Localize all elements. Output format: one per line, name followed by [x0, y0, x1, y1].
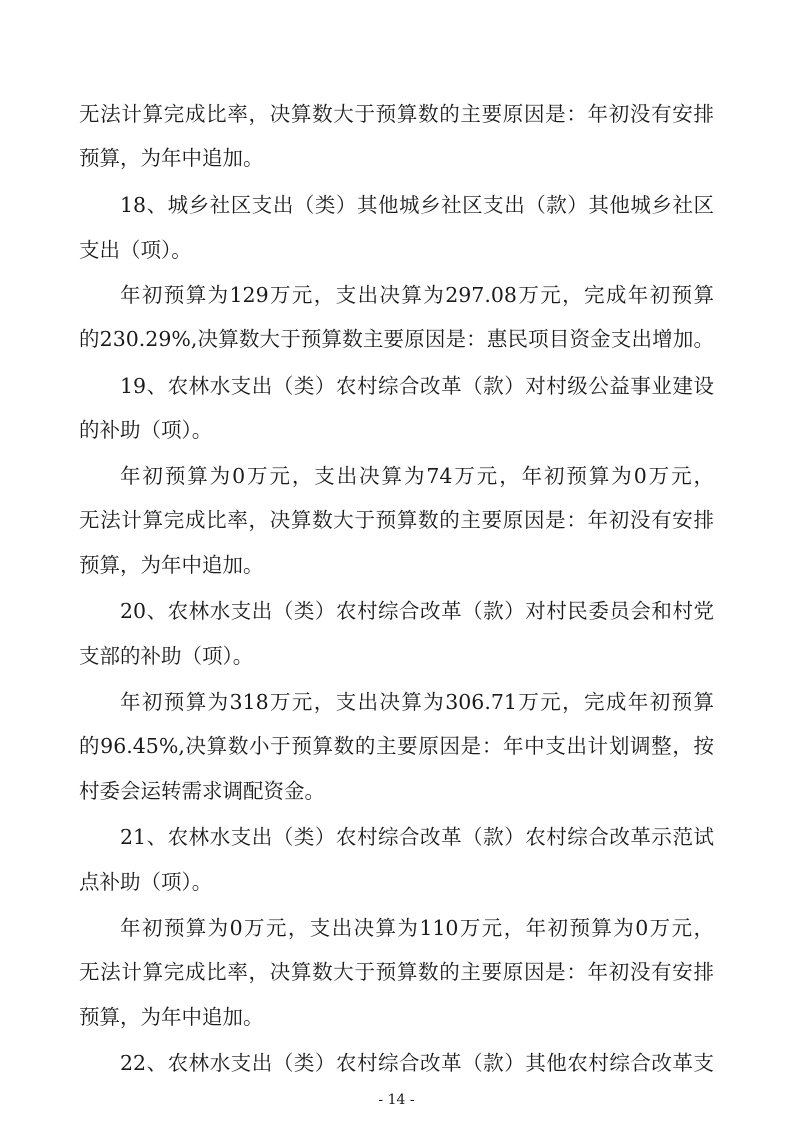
text-line: 年初预算为318万元，支出决算为306.71万元，完成年初预算 — [120, 690, 714, 714]
text-line: 年初预算为0万元，支出决算为74万元，年初预算为0万元， — [120, 464, 714, 488]
section-heading-cont: 支出（项）。 — [79, 238, 192, 262]
section-heading-cont: 支部的补助（项）。 — [79, 644, 254, 668]
text-line: 的230.29%,决算数大于预算数主要原因是：惠民项目资金支出增加。 — [79, 327, 714, 351]
section-heading: 19、农林水支出（类）农村综合改革（款）对村级公益事业建设 — [120, 374, 714, 398]
text-line: 年初预算为0万元，支出决算为110万元，年初预算为0万元， — [120, 916, 714, 940]
text-line: 无法计算完成比率，决算数大于预算数的主要原因是：年初没有安排 — [79, 960, 714, 984]
section-heading: 21、农林水支出（类）农村综合改革（款）农村综合改革示范试 — [120, 825, 714, 849]
text-line: 预算，为年中追加。 — [79, 553, 264, 577]
section-heading: 22、农林水支出（类）农村综合改革（款）其他农村综合改革支 — [120, 1051, 714, 1075]
section-heading-cont: 点补助（项）。 — [79, 870, 213, 894]
text-line: 年初预算为129万元，支出决算为297.08万元，完成年初预算 — [120, 283, 714, 307]
text-line: 村委会运转需求调配资金。 — [79, 779, 325, 803]
section-heading: 20、农林水支出（类）农村综合改革（款）对村民委员会和村党 — [120, 599, 714, 623]
section-heading-cont: 的补助（项）。 — [79, 418, 213, 442]
text-line: 的96.45%,决算数小于预算数的主要原因是：年中支出计划调整，按 — [79, 734, 714, 758]
section-heading: 18、城乡社区支出（类）其他城乡社区支出（款）其他城乡社区 — [120, 193, 714, 217]
text-line: 无法计算完成比率，决算数大于预算数的主要原因是：年初没有安排 — [79, 102, 714, 126]
text-line: 预算，为年中追加。 — [79, 146, 264, 170]
text-line: 无法计算完成比率，决算数大于预算数的主要原因是：年初没有安排 — [79, 508, 714, 532]
text-line: 预算，为年中追加。 — [79, 1005, 264, 1029]
page-number: - 14 - — [378, 1092, 415, 1108]
